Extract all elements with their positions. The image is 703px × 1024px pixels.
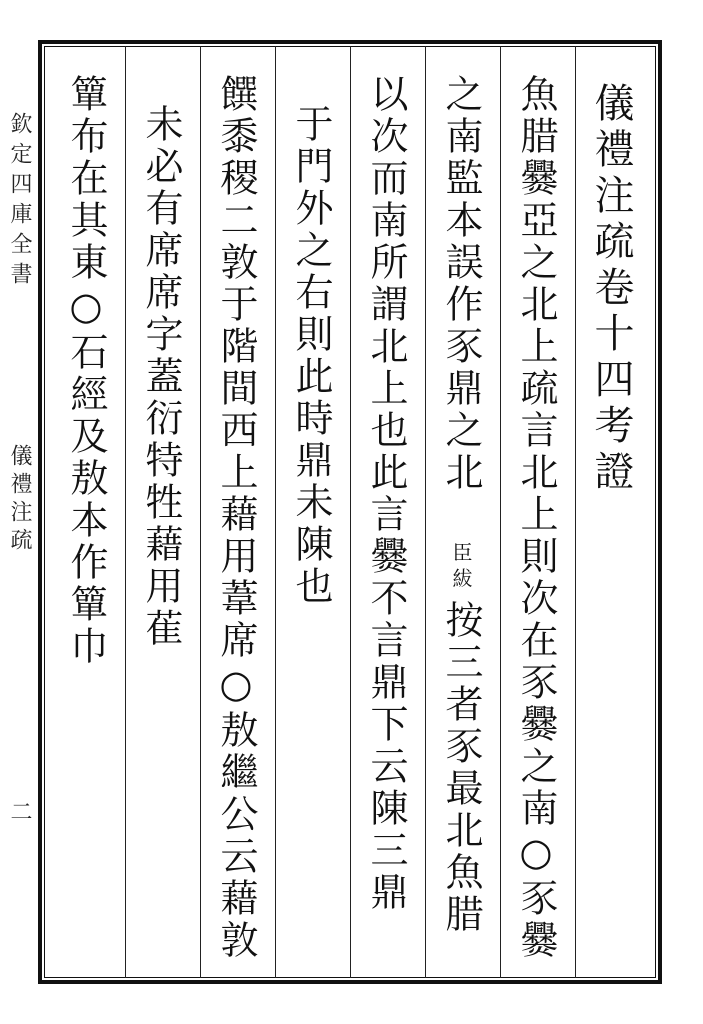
column-rule [350, 46, 351, 978]
text-column-4 [288, 104, 334, 644]
text-line: 按三者豕最北魚腊 [439, 600, 483, 936]
column-rule [575, 46, 576, 978]
text-column-6 [138, 104, 184, 684]
column-rule [275, 46, 276, 978]
text-column-5 [213, 74, 259, 974]
editor-note: 臣紱 [449, 542, 473, 594]
text-column-3 [363, 74, 409, 974]
text-line: 于門外之右則此時鼎未陳也 [289, 104, 333, 608]
text-line: 未必有席席字蓋衍特牲藉用萑 [139, 104, 183, 650]
text-column-7 [63, 74, 109, 694]
text-line: 之南監本誤作豕鼎之北 [439, 74, 483, 494]
margin-section-title [6, 420, 32, 580]
margin-page-number [6, 800, 32, 822]
text-line: 魚腊爨亞之北上疏言北上則次在豕爨之南○豕爨 [514, 74, 558, 962]
margin-collection-title [6, 72, 32, 332]
margin-text: 儀禮注疏 [7, 444, 32, 556]
text-column-2 [438, 74, 484, 960]
column-rule [125, 46, 126, 978]
column-rule [200, 46, 201, 978]
column-rule [500, 46, 501, 978]
title-column [588, 82, 634, 502]
page-title: 儀禮注疏卷十四考證 [588, 82, 634, 496]
text-line: 以次而南所謂北上也此言爨不言鼎下云陳三鼎 [364, 74, 408, 914]
column-rule [425, 46, 426, 978]
text-line: 簞布在其東○石經及敖本作簞巾 [64, 74, 108, 668]
margin-text: 欽定四庫全書 [7, 112, 32, 292]
page-number: 二 [7, 800, 32, 822]
text-line: 饌黍稷二敦于階間西上藉用葦席○敖繼公云藉敦 [214, 74, 258, 962]
text-column-1 [513, 74, 559, 974]
